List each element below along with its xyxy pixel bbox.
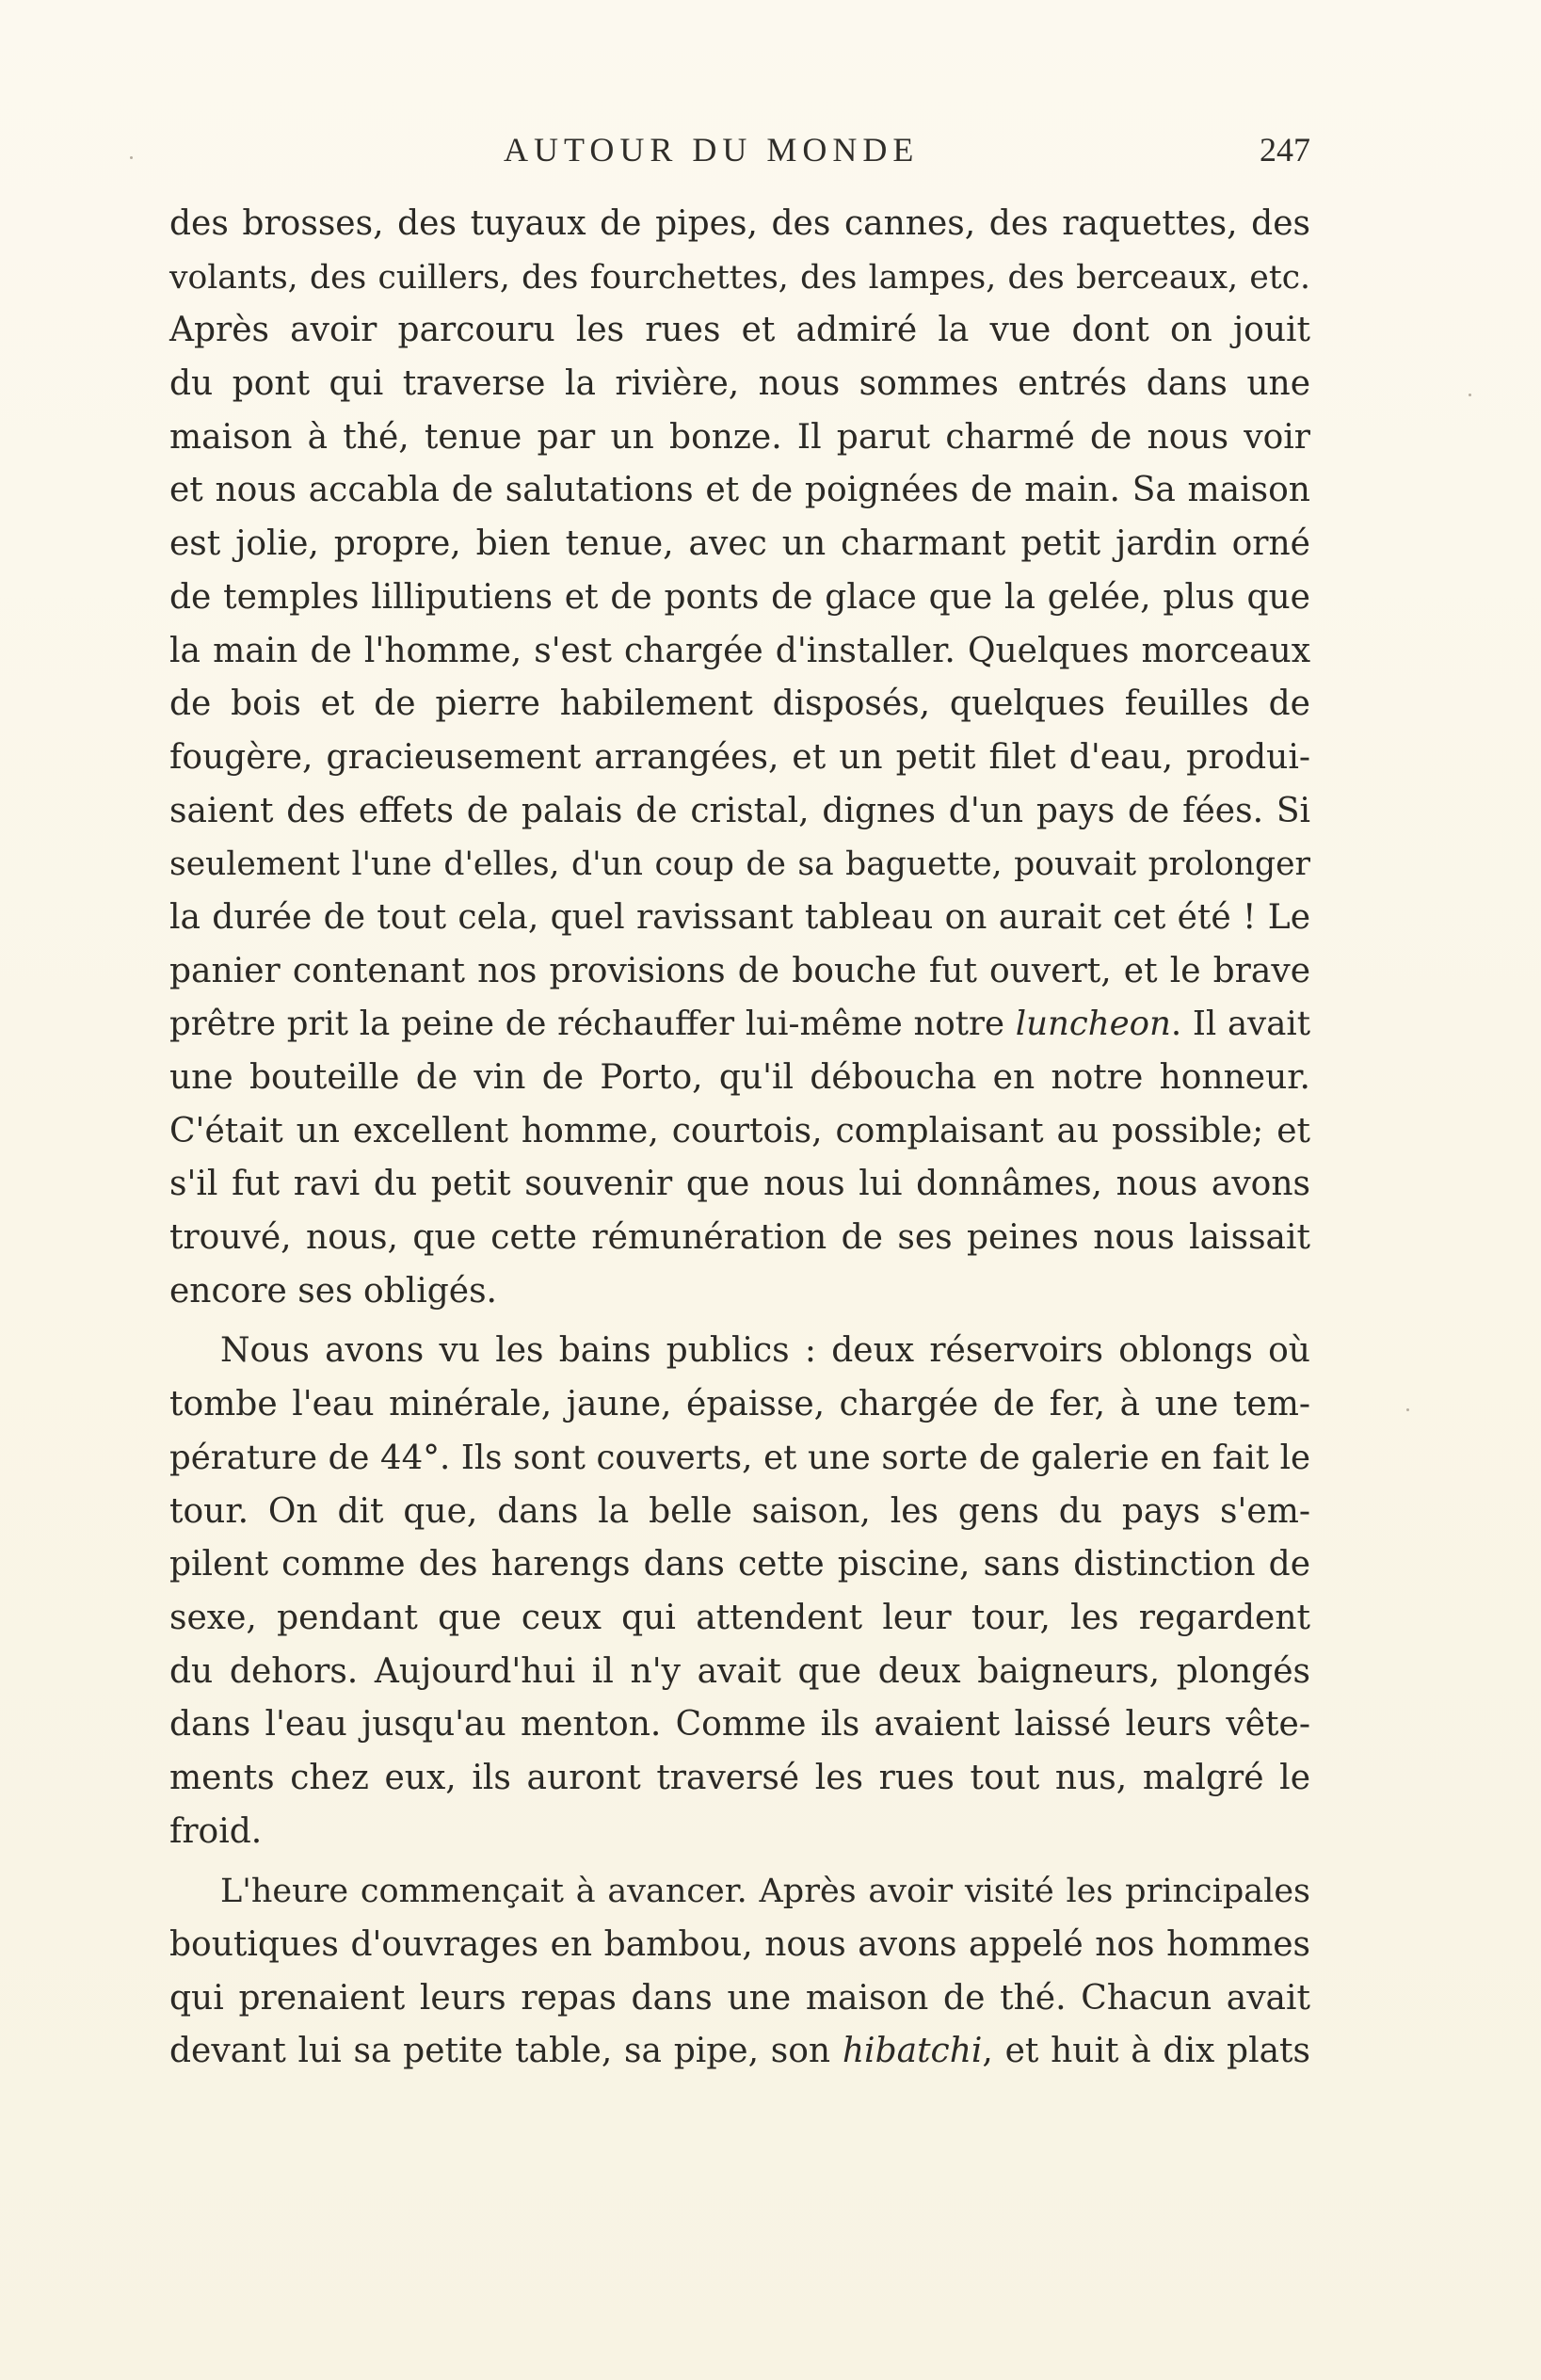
- text-run: devant lui sa petite table, sa pipe, son: [169, 2032, 843, 2071]
- text-line: C'était un excellent homme, courtois, complaisant au possible; et: [169, 1111, 1310, 1150]
- italic-word: hibatchi: [842, 2032, 983, 2071]
- running-title: AUTOUR DU MONDE: [504, 131, 920, 169]
- text-run: prêtre prit la peine de réchauffer lui-même notre: [169, 1005, 1016, 1044]
- text-line: froid.: [169, 1811, 263, 1851]
- text-line: Après avoir parcouru les rues et admiré la vue dont on jouit: [169, 311, 1310, 350]
- page-number: 247: [1260, 131, 1310, 169]
- text-line: saient des effets de palais de cristal, dignes d'un pays de fées. Si: [169, 791, 1310, 830]
- paper-speck: [1406, 1408, 1409, 1411]
- text-line: volants, des cuillers, des fourchettes, des lampes, des berceaux, etc.: [169, 258, 1310, 297]
- text-line: dans l'eau jusqu'au menton. Comme ils avaient laissé leurs vête-: [169, 1705, 1310, 1745]
- text-run: . Il avait: [1170, 1005, 1310, 1044]
- running-header: [169, 130, 1310, 188]
- text-line: tombe l'eau minérale, jaune, épaisse, chargée de fer, à une tem-: [169, 1385, 1310, 1424]
- text-line: pilent comme des harengs dans cette piscine, sans distinction de: [169, 1545, 1310, 1584]
- text-line: [169, 998, 1310, 1052]
- text-run: , et huit à dix plats: [982, 2032, 1310, 2071]
- text-line: tour. On dit que, dans la belle saison, les gens du pays s'em-: [169, 1491, 1310, 1531]
- text-line: maison à thé, tenue par un bonze. Il parut charmé de nous voir: [169, 417, 1310, 457]
- text-line: boutiques d'ouvrages en bambou, nous avons appelé nos hommes: [169, 1925, 1310, 1964]
- text-line: trouvé, nous, que cette rémunération de ses peines nous laissait: [169, 1218, 1310, 1258]
- paper-speck: [130, 156, 133, 159]
- text-line: des brosses, des tuyaux de pipes, des cannes, des raquettes, des: [169, 204, 1310, 243]
- body-text: [169, 198, 1310, 2079]
- text-line: fougère, gracieusement arrangées, et un petit filet d'eau, produi-: [169, 737, 1310, 777]
- text-line: du dehors. Aujourd'hui il n'y avait que deux baigneurs, plongés: [169, 1651, 1310, 1691]
- paper-speck: [1469, 394, 1471, 396]
- text-line: la durée de tout cela, quel ravissant tableau on aurait cet été ! Le: [169, 897, 1310, 937]
- text-line: encore ses obligés.: [169, 1271, 497, 1311]
- text-line: Nous avons vu les bains publics : deux réservoirs oblongs où: [220, 1331, 1310, 1371]
- italic-word: luncheon: [1015, 1005, 1171, 1044]
- text-line: panier contenant nos provisions de bouche fut ouvert, et le brave: [169, 951, 1310, 990]
- text-line: s'il fut ravi du petit souvenir que nous lui donnâmes, nous avons: [169, 1165, 1310, 1204]
- text-line: ments chez eux, ils auront traversé les rues tout nus, malgré le: [169, 1758, 1310, 1797]
- text-line: et nous accabla de salutations et de poignées de main. Sa maison: [169, 471, 1310, 510]
- text-line: qui prenaient leurs repas dans une maison de thé. Chacun avait: [169, 1978, 1310, 2018]
- text-line: sexe, pendant que ceux qui attendent leur tour, les regardent: [169, 1598, 1310, 1637]
- text-line: une bouteille de vin de Porto, qu'il déboucha en notre honneur.: [169, 1058, 1310, 1097]
- text-line: pérature de 44°. Ils sont couverts, et une sorte de galerie en fait le: [169, 1438, 1310, 1477]
- text-line: seulement l'une d'elles, d'un coup de sa baguette, pouvait prolonger: [169, 845, 1310, 884]
- text-line: de bois et de pierre habilement disposés, quelques feuilles de: [169, 684, 1310, 724]
- text-line: du pont qui traverse la rivière, nous sommes entrés dans une: [169, 364, 1310, 404]
- text-line: L'heure commençait à avancer. Après avoir visité les principales: [220, 1873, 1310, 1911]
- text-line: de temples lilliputiens et de ponts de glace que la gelée, plus que: [169, 577, 1310, 617]
- text-line: la main de l'homme, s'est chargée d'installer. Quelques morceaux: [169, 631, 1310, 670]
- text-line: [169, 2025, 1310, 2079]
- text-line: est jolie, propre, bien tenue, avec un charmant petit jardin orné: [169, 524, 1310, 564]
